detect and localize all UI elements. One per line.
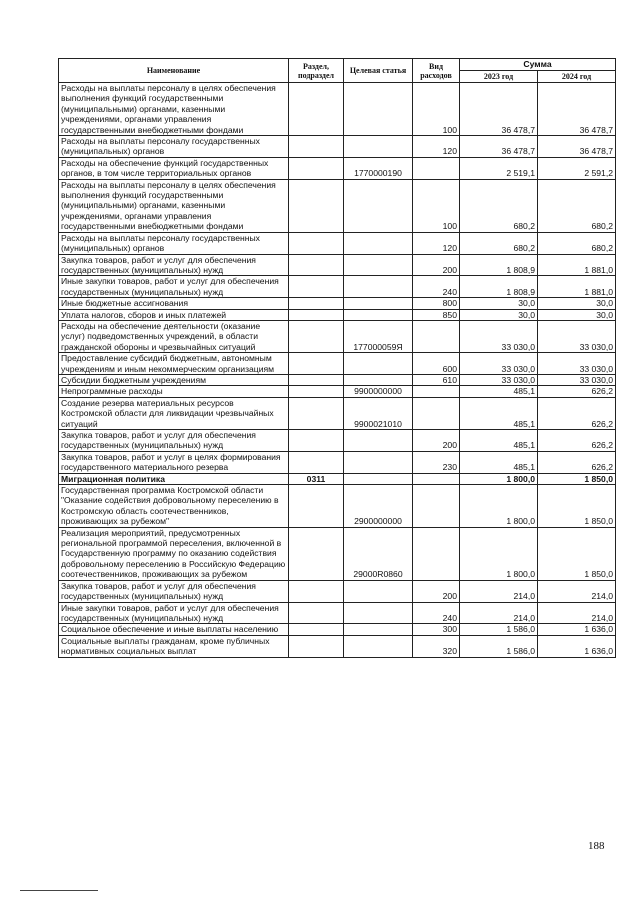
- cell-article: [344, 353, 413, 375]
- cell-2023: 214,0: [460, 602, 538, 624]
- cell-name: Закупка товаров, работ и услуг для обеспечения государственных (муниципальных) нужд: [59, 430, 289, 452]
- cell-vid: 230: [413, 451, 460, 473]
- table-row: [59, 157, 616, 179]
- cell-2024: 626,2: [538, 430, 616, 452]
- cell-vid: 850: [413, 309, 460, 320]
- table-row: [59, 276, 616, 298]
- cell-2023: 214,0: [460, 580, 538, 602]
- cell-name: Иные закупки товаров, работ и услуг для обеспечения государственных (муниципальных) нужд: [59, 602, 289, 624]
- cell-2023: 1 800,0: [460, 485, 538, 528]
- cell-section: [289, 276, 344, 298]
- cell-section: [289, 602, 344, 624]
- header-year-2023: 2023 год: [460, 71, 538, 83]
- cell-2023: 1 586,0: [460, 635, 538, 657]
- cell-article: [344, 136, 413, 158]
- table-row: [59, 485, 616, 528]
- cell-article: [344, 451, 413, 473]
- cell-article: [344, 473, 413, 484]
- cell-2024: 1 636,0: [538, 635, 616, 657]
- cell-name: Расходы на обеспечение функций государственных органов, в том числе территориальных органов: [59, 157, 289, 179]
- table-row: [59, 635, 616, 657]
- cell-2023: 680,2: [460, 179, 538, 232]
- cell-name: Расходы на обеспечение деятельности (оказание услуг) подведомственных учреждений, в области гражданской обороны и чрезвычайных ситуаций: [59, 320, 289, 352]
- cell-2024: 1 850,0: [538, 485, 616, 528]
- table-row: [59, 473, 616, 484]
- cell-2023: 1 800,0: [460, 473, 538, 484]
- cell-2023: 1 808,9: [460, 254, 538, 276]
- cell-2023: 30,0: [460, 298, 538, 309]
- cell-name: Миграционная политика: [59, 473, 289, 484]
- cell-article: [344, 624, 413, 635]
- cell-name: Непрограммные расходы: [59, 386, 289, 397]
- cell-section: [289, 430, 344, 452]
- cell-article: 29000R0860: [344, 527, 413, 580]
- cell-section: [289, 298, 344, 309]
- cell-vid: [413, 473, 460, 484]
- table-row: [59, 179, 616, 232]
- cell-name: Расходы на выплаты персоналу государственных (муниципальных) органов: [59, 232, 289, 254]
- cell-vid: 800: [413, 298, 460, 309]
- cell-name: Иные бюджетные ассигнования: [59, 298, 289, 309]
- cell-2024: 36 478,7: [538, 136, 616, 158]
- cell-2024: 33 030,0: [538, 320, 616, 352]
- cell-2024: 680,2: [538, 232, 616, 254]
- cell-article: 9900021010: [344, 397, 413, 429]
- cell-vid: [413, 485, 460, 528]
- cell-name: Расходы на выплаты персоналу в целях обеспечения выполнения функций государственными (муниципальными) органами, казенными учреждениями, органами управления государственными внебюджетными фондами: [59, 179, 289, 232]
- table-body: [59, 83, 616, 658]
- cell-vid: 200: [413, 430, 460, 452]
- cell-vid: 240: [413, 602, 460, 624]
- cell-vid: [413, 157, 460, 179]
- cell-section: [289, 635, 344, 657]
- cell-name: Реализация мероприятий, предусмотренных региональной программой переселения, включенной в Государственную программу по оказанию содействия добровольному переселению в Российскую Федерацию соотечественников, проживающих за рубежом: [59, 527, 289, 580]
- table-row: [59, 353, 616, 375]
- cell-2024: 2 591,2: [538, 157, 616, 179]
- cell-vid: 600: [413, 353, 460, 375]
- cell-2023: 36 478,7: [460, 83, 538, 136]
- cell-article: [344, 179, 413, 232]
- cell-2023: 1 800,0: [460, 527, 538, 580]
- cell-section: [289, 254, 344, 276]
- cell-2023: 33 030,0: [460, 353, 538, 375]
- cell-vid: 300: [413, 624, 460, 635]
- header-year-2024: 2024 год: [538, 71, 616, 83]
- cell-name: Закупка товаров, работ и услуг для обеспечения государственных (муниципальных) нужд: [59, 254, 289, 276]
- table-row: [59, 580, 616, 602]
- cell-2024: 626,2: [538, 386, 616, 397]
- cell-section: [289, 386, 344, 397]
- table-row: [59, 430, 616, 452]
- cell-article: [344, 635, 413, 657]
- cell-2023: 33 030,0: [460, 320, 538, 352]
- cell-2024: 36 478,7: [538, 83, 616, 136]
- cell-vid: 200: [413, 254, 460, 276]
- cell-name: Закупка товаров, работ и услуг для обеспечения государственных (муниципальных) нужд: [59, 580, 289, 602]
- table-row: [59, 254, 616, 276]
- cell-article: 177000059Я: [344, 320, 413, 352]
- table-row: [59, 527, 616, 580]
- cell-2023: 36 478,7: [460, 136, 538, 158]
- cell-vid: 100: [413, 83, 460, 136]
- header-sum: Сумма: [460, 59, 616, 71]
- cell-2024: 33 030,0: [538, 353, 616, 375]
- cell-2024: 626,2: [538, 397, 616, 429]
- cell-article: [344, 430, 413, 452]
- cell-section: [289, 374, 344, 385]
- cell-2023: 2 519,1: [460, 157, 538, 179]
- cell-article: [344, 309, 413, 320]
- table-row: [59, 298, 616, 309]
- cell-2024: 214,0: [538, 580, 616, 602]
- table-row: [59, 397, 616, 429]
- cell-vid: 200: [413, 580, 460, 602]
- cell-vid: 240: [413, 276, 460, 298]
- cell-2024: 30,0: [538, 309, 616, 320]
- cell-name: Закупка товаров, работ и услуг в целях формирования государственного материального резерва: [59, 451, 289, 473]
- cell-section: [289, 624, 344, 635]
- table-row: [59, 374, 616, 385]
- cell-section: [289, 136, 344, 158]
- cell-article: [344, 83, 413, 136]
- cell-name: Создание резерва материальных ресурсов Костромской области для ликвидации чрезвычайных ситуаций: [59, 397, 289, 429]
- cell-section: [289, 157, 344, 179]
- cell-section: [289, 309, 344, 320]
- cell-vid: 120: [413, 232, 460, 254]
- cell-2023: 485,1: [460, 451, 538, 473]
- cell-article: [344, 276, 413, 298]
- cell-vid: [413, 397, 460, 429]
- page-number: 188: [588, 840, 605, 852]
- cell-section: [289, 451, 344, 473]
- table-row: [59, 309, 616, 320]
- table-row: [59, 232, 616, 254]
- cell-name: Социальное обеспечение и иные выплаты населению: [59, 624, 289, 635]
- cell-2023: 485,1: [460, 430, 538, 452]
- table-row: [59, 624, 616, 635]
- budget-table: [58, 58, 616, 658]
- cell-section: [289, 485, 344, 528]
- cell-article: [344, 602, 413, 624]
- table-row: [59, 136, 616, 158]
- cell-article: [344, 254, 413, 276]
- cell-2024: 1 850,0: [538, 527, 616, 580]
- cell-2024: 1 850,0: [538, 473, 616, 484]
- cell-name: Расходы на выплаты персоналу государственных (муниципальных) органов: [59, 136, 289, 158]
- cell-section: [289, 179, 344, 232]
- cell-vid: 100: [413, 179, 460, 232]
- cell-vid: 120: [413, 136, 460, 158]
- cell-section: 0311: [289, 473, 344, 484]
- table-row: [59, 320, 616, 352]
- cell-name: Уплата налогов, сборов и иных платежей: [59, 309, 289, 320]
- table-row: [59, 386, 616, 397]
- cell-2023: 33 030,0: [460, 374, 538, 385]
- cell-section: [289, 580, 344, 602]
- header-vid: Вид расходов: [413, 59, 460, 83]
- header-section: Раздел, подраздел: [289, 59, 344, 83]
- cell-article: [344, 298, 413, 309]
- cell-2024: 680,2: [538, 179, 616, 232]
- cell-name: Иные закупки товаров, работ и услуг для обеспечения государственных (муниципальных) нужд: [59, 276, 289, 298]
- cell-2023: 30,0: [460, 309, 538, 320]
- header-name: Наименование: [59, 59, 289, 83]
- cell-vid: [413, 527, 460, 580]
- cell-section: [289, 397, 344, 429]
- cell-article: [344, 580, 413, 602]
- cell-article: 9900000000: [344, 386, 413, 397]
- cell-vid: [413, 386, 460, 397]
- table-row: [59, 602, 616, 624]
- cell-2024: 1 636,0: [538, 624, 616, 635]
- cell-article: [344, 232, 413, 254]
- header-article: Целевая статья: [344, 59, 413, 83]
- cell-article: 2900000000: [344, 485, 413, 528]
- cell-article: [344, 374, 413, 385]
- cell-name: Государственная программа Костромской области "Оказание содействия добровольному переселению в Костромскую область соотечественников, проживающих за рубежом": [59, 485, 289, 528]
- cell-name: Расходы на выплаты персоналу в целях обеспечения выполнения функций государственными (муниципальными) органами, казенными учреждениями, органами управления государственными внебюджетными фондами: [59, 83, 289, 136]
- cell-section: [289, 320, 344, 352]
- cell-2023: 680,2: [460, 232, 538, 254]
- cell-name: Предоставление субсидий бюджетным, автономным учреждениям и иным некоммерческим организациям: [59, 353, 289, 375]
- cell-2023: 485,1: [460, 386, 538, 397]
- cell-2023: 1 586,0: [460, 624, 538, 635]
- cell-section: [289, 527, 344, 580]
- footer-divider: [20, 890, 98, 891]
- cell-vid: 320: [413, 635, 460, 657]
- cell-section: [289, 353, 344, 375]
- cell-article: 1770000190: [344, 157, 413, 179]
- cell-vid: [413, 320, 460, 352]
- cell-2024: 30,0: [538, 298, 616, 309]
- cell-2024: 33 030,0: [538, 374, 616, 385]
- table-row: [59, 451, 616, 473]
- cell-name: Социальные выплаты гражданам, кроме публичных нормативных социальных выплат: [59, 635, 289, 657]
- cell-vid: 610: [413, 374, 460, 385]
- cell-2024: 214,0: [538, 602, 616, 624]
- cell-2024: 1 881,0: [538, 276, 616, 298]
- cell-2024: 1 881,0: [538, 254, 616, 276]
- cell-section: [289, 232, 344, 254]
- cell-2024: 626,2: [538, 451, 616, 473]
- cell-2023: 1 808,9: [460, 276, 538, 298]
- table-row: [59, 83, 616, 136]
- cell-name: Субсидии бюджетным учреждениям: [59, 374, 289, 385]
- cell-section: [289, 83, 344, 136]
- cell-2023: 485,1: [460, 397, 538, 429]
